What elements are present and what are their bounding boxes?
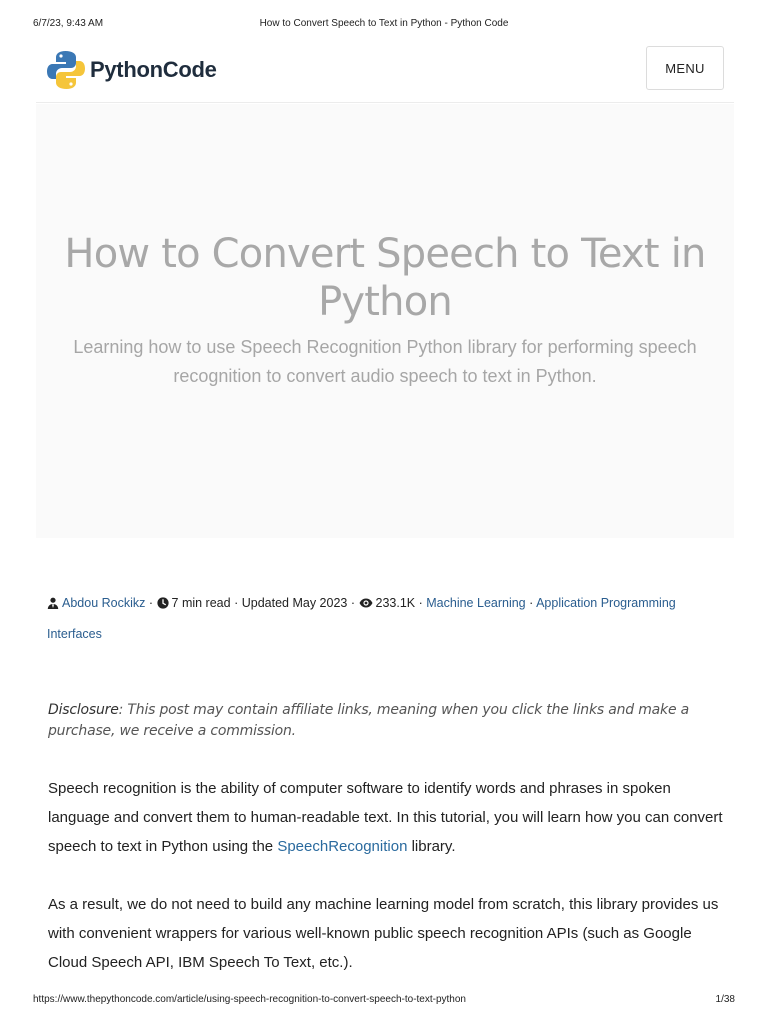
brand-name: PythonCode — [90, 57, 217, 82]
read-time: 7 min read — [171, 596, 231, 610]
eye-icon — [359, 591, 373, 620]
menu-button[interactable]: MENU — [646, 46, 724, 90]
affiliate-disclosure — [48, 700, 720, 742]
author-link[interactable]: Abdou Rockikz — [62, 596, 146, 610]
python-logo-icon — [46, 49, 86, 91]
speechrecognition-link[interactable]: SpeechRecognition — [277, 838, 408, 855]
print-page-title: How to Convert Speech to Text in Python - Python Code — [259, 18, 509, 29]
article-title: How to Convert Speech to Text in Python — [64, 231, 706, 325]
meta-separator: · — [234, 596, 239, 610]
meta-separator: · — [148, 596, 154, 610]
meta-separator: · — [350, 596, 356, 610]
hero-banner — [36, 104, 734, 538]
body-paragraph-1 — [48, 774, 728, 861]
view-count: 233.1K — [375, 596, 416, 610]
updated-date: Updated May 2023 — [241, 596, 348, 610]
site-logo[interactable] — [46, 49, 217, 91]
disclosure-text: : This post may contain affiliate links, meaning when you click the links and make a purchase, we receive a commission. — [48, 702, 689, 739]
article-subtitle: Learning how to use Speech Recognition Python library for performing speech recognition to convert audio speech to text in Python. — [73, 337, 697, 386]
article-meta — [47, 589, 727, 649]
site-header — [36, 46, 734, 103]
meta-separator: · — [418, 596, 423, 610]
category-link-machine-learning[interactable]: Machine Learning — [426, 596, 526, 610]
disclosure-lead: Disclosure — [48, 702, 119, 718]
body-paragraph-2: As a result, we do not need to build any machine learning model from scratch, this library provides us with convenient wrappers for various well-known public speech recognition APIs (such as Google Cloud Speech API, IBM Speech To Text, etc.). — [48, 896, 719, 971]
meta-separator: · — [529, 596, 534, 610]
clock-icon — [157, 591, 169, 620]
author-icon — [47, 591, 59, 620]
print-url: https://www.thepythoncode.com/article/using-speech-recognition-to-convert-speech-to-text-python — [33, 994, 466, 1005]
print-page-number: 1/38 — [715, 994, 735, 1005]
category-link-api[interactable]: Application Programming Interfaces — [47, 596, 676, 641]
print-datetime: 6/7/23, 9:43 AM — [33, 18, 104, 29]
paragraph-text: library. — [407, 838, 456, 855]
paragraph-text: Speech recognition is the ability of computer software to identify words and phrases in spoken language and convert them to human-readable text. In this tutorial, you will learn how you can convert speech to text in Python using the — [48, 780, 723, 855]
